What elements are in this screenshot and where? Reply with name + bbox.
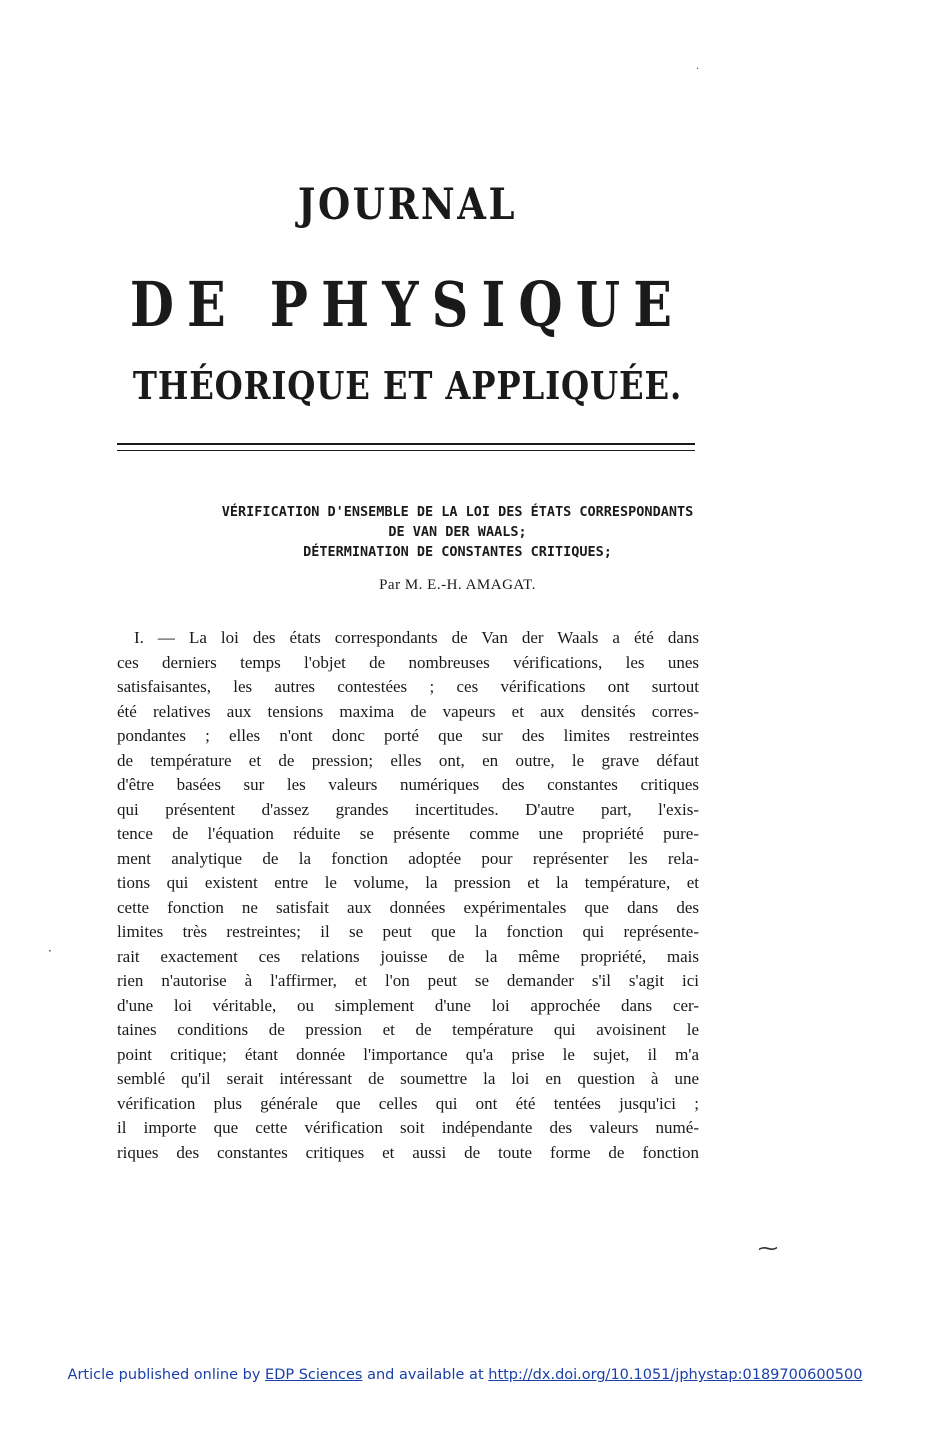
body-line: cette fonction ne satisfait aux données expérimentales que dans des [117, 897, 699, 917]
header-rule-thin [117, 450, 695, 451]
body-line: tions qui existent entre le volume, la pression et la température, et [117, 873, 699, 892]
scan-mark-bottom: ⁓ [758, 1236, 778, 1260]
body-line: de température et de pression; elles ont, en outre, le grave défaut [117, 750, 699, 770]
body-line: semblé qu'il serait intéressant de soumettre la loi en question à une [117, 1069, 699, 1088]
article-title-line3: DÉTERMINATION DE CONSTANTES CRITIQUES; [303, 544, 612, 560]
body-line: d'être basées sur les valeurs numériques des constantes critiques [117, 775, 699, 794]
article-byline: Par M. E.-H. AMAGAT. [379, 577, 536, 593]
journal-title-line1: JOURNAL [297, 180, 518, 230]
body-line: tence de l'équation réduite se présente comme une propriété pure- [117, 824, 699, 843]
body-line: satisfaisantes, les autres contestées ; ces vérifications ont surtout [117, 677, 699, 696]
scan-speck-top: · [696, 64, 700, 75]
publisher-link[interactable]: EDP Sciences [265, 1367, 363, 1383]
article-title-line2: DE VAN DER WAALS; [388, 524, 527, 540]
publication-footer [0, 1367, 930, 1383]
body-line: riques des constantes critiques et aussi de toute forme de fonction [117, 1142, 699, 1162]
footer-middle: and available at [362, 1367, 489, 1383]
body-line: taines conditions de pression et de température qui avoisinent le [117, 1020, 699, 1039]
body-line: I. — La loi des états correspondants de Van der Waals a été dans [134, 628, 699, 647]
scan-speck-left: · [48, 944, 52, 958]
article-title-line1: VÉRIFICATION D'ENSEMBLE DE LA LOI DES ÉTATS CORRESPONDANTS [221, 504, 694, 520]
body-line: rien n'autorise à l'affirmer, et l'on peut se demander s'il s'agit ici [117, 971, 699, 990]
journal-title-line2: DE PHYSIQUE [129, 268, 686, 341]
body-line: ces derniers temps l'objet de nombreuses vérifications, les unes [117, 652, 699, 672]
footer-prefix: Article published online by [67, 1367, 266, 1383]
body-line: vérification plus générale que celles qui ont été tentées jusqu'ici ; [117, 1093, 699, 1113]
doi-link[interactable]: http://dx.doi.org/10.1051/jphystap:0189700600500 [488, 1367, 863, 1383]
body-line: limites très restreintes; il se peut que la fonction qui représente- [117, 922, 699, 941]
article-body [117, 626, 699, 1165]
body-line: d'une loi véritable, ou simplement d'une loi approchée dans cer- [117, 995, 699, 1015]
body-line: ment analytique de la fonction adoptée pour représenter les rela- [117, 848, 699, 868]
body-line: il importe que cette vérification soit indépendante des valeurs numé- [117, 1118, 699, 1137]
body-line: été relatives aux tensions maxima de vapeurs et aux densités corres- [117, 701, 699, 721]
journal-subtitle: THÉORIQUE ET APPLIQUÉE. [132, 363, 683, 408]
body-line: qui présentent d'assez grandes incertitudes. D'autre part, l'exis- [117, 799, 699, 819]
header-rule-thick [117, 443, 695, 445]
body-line: rait exactement ces relations jouisse de la même propriété, mais [117, 946, 699, 966]
body-line: point critique; étant donnée l'importance qu'a prise le sujet, il m'a [117, 1044, 699, 1064]
body-line: pondantes ; elles n'ont donc porté que sur des limites restreintes [117, 726, 699, 745]
